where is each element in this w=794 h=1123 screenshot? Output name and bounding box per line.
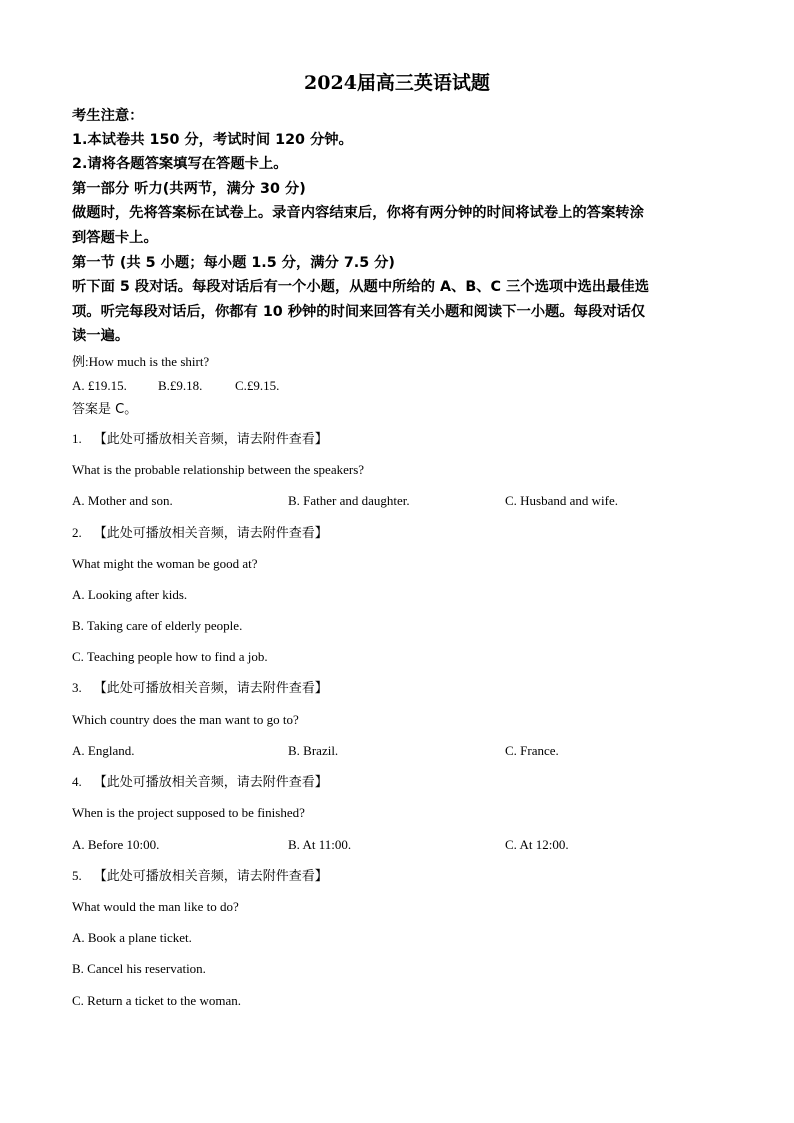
- question-1-audio-line: [72, 430, 328, 449]
- part1-heading: 第一部分 听力(共两节，满分 30 分): [72, 181, 306, 197]
- question-5-option-c: C. Return a ticket to the woman.: [72, 993, 241, 1008]
- question-number: 1.: [72, 431, 82, 446]
- question-4-audio-line: [72, 773, 328, 792]
- question-5-stem: What would the man like to do?: [72, 899, 239, 914]
- example-option-c: C.£9.15.: [235, 378, 280, 393]
- section1-instructions-line2: 项。听完每段对话后，你都有 10 秒钟的时间来回答有关小题和阅读下一小题。每段对话仅: [72, 304, 646, 320]
- question-2-stem: What might the woman be good at?: [72, 556, 258, 571]
- question-5-option-a: A. Book a plane ticket.: [72, 930, 192, 945]
- question-3-option-b: B. Brazil.: [288, 743, 339, 758]
- notice-heading: 考生注意：: [72, 108, 144, 124]
- audio-placeholder[interactable]: 【此处可播放相关音频，请去附件查看】: [93, 681, 328, 696]
- question-3-option-c: C. France.: [505, 743, 559, 758]
- section1-heading: 第一节 (共 5 小题；每小题 1.5 分，满分 7.5 分): [72, 255, 395, 271]
- example-answer: 答案是 C。: [72, 402, 138, 417]
- question-1-option-a: A. Mother and son.: [72, 493, 173, 508]
- audio-placeholder[interactable]: 【此处可播放相关音频，请去附件查看】: [93, 869, 328, 884]
- part1-instructions-line1: 做题时，先将答案标在试卷上。录音内容结束后，你将有两分钟的时间将试卷上的答案转涂: [72, 205, 644, 221]
- question-3-option-a: A. England.: [72, 743, 135, 758]
- question-5-option-b: B. Cancel his reservation.: [72, 961, 206, 976]
- question-number: 3.: [72, 680, 82, 695]
- question-2-option-c: C. Teaching people how to find a job.: [72, 649, 268, 664]
- question-3-audio-line: [72, 679, 328, 698]
- notice-item-2: 2.请将各题答案填写在答题卡上。: [72, 156, 288, 172]
- section1-instructions-line1: 听下面 5 段对话。每段对话后有一个小题，从题中所给的 A、B、C 三个选项中选出最佳选: [72, 279, 649, 295]
- question-number: 4.: [72, 774, 82, 789]
- question-number: 5.: [72, 868, 82, 883]
- question-5-audio-line: [72, 867, 328, 886]
- question-4-option-b: B. At 11:00.: [288, 837, 352, 852]
- question-3-stem: Which country does the man want to go to?: [72, 712, 299, 727]
- example-option-b: B.£9.18.: [158, 378, 203, 393]
- question-4-option-c: C. At 12:00.: [505, 837, 569, 852]
- notice-item-1: 1.本试卷共 150 分，考试时间 120 分钟。: [72, 132, 353, 148]
- audio-placeholder[interactable]: 【此处可播放相关音频，请去附件查看】: [93, 432, 328, 447]
- question-4-stem: When is the project supposed to be finished?: [72, 805, 305, 820]
- question-4-option-a: A. Before 10:00.: [72, 837, 160, 852]
- audio-placeholder[interactable]: 【此处可播放相关音频，请去附件查看】: [93, 526, 328, 541]
- section1-instructions-line3: 读一遍。: [72, 328, 130, 344]
- audio-placeholder[interactable]: 【此处可播放相关音频，请去附件查看】: [93, 775, 328, 790]
- part1-instructions-line2: 到答题卡上。: [72, 230, 158, 246]
- question-2-option-b: B. Taking care of elderly people.: [72, 618, 243, 633]
- question-2-option-a: A. Looking after kids.: [72, 587, 188, 602]
- page-title: 2024届高三英语试题: [304, 72, 490, 94]
- question-number: 2.: [72, 525, 82, 540]
- example-question: 例:How much is the shirt?: [72, 354, 210, 369]
- question-1-option-b: B. Father and daughter.: [288, 493, 410, 508]
- question-1-stem: What is the probable relationship between the speakers?: [72, 462, 365, 477]
- question-1-option-c: C. Husband and wife.: [505, 493, 619, 508]
- question-2-audio-line: [72, 524, 328, 543]
- example-option-a: A. £19.15.: [72, 378, 127, 393]
